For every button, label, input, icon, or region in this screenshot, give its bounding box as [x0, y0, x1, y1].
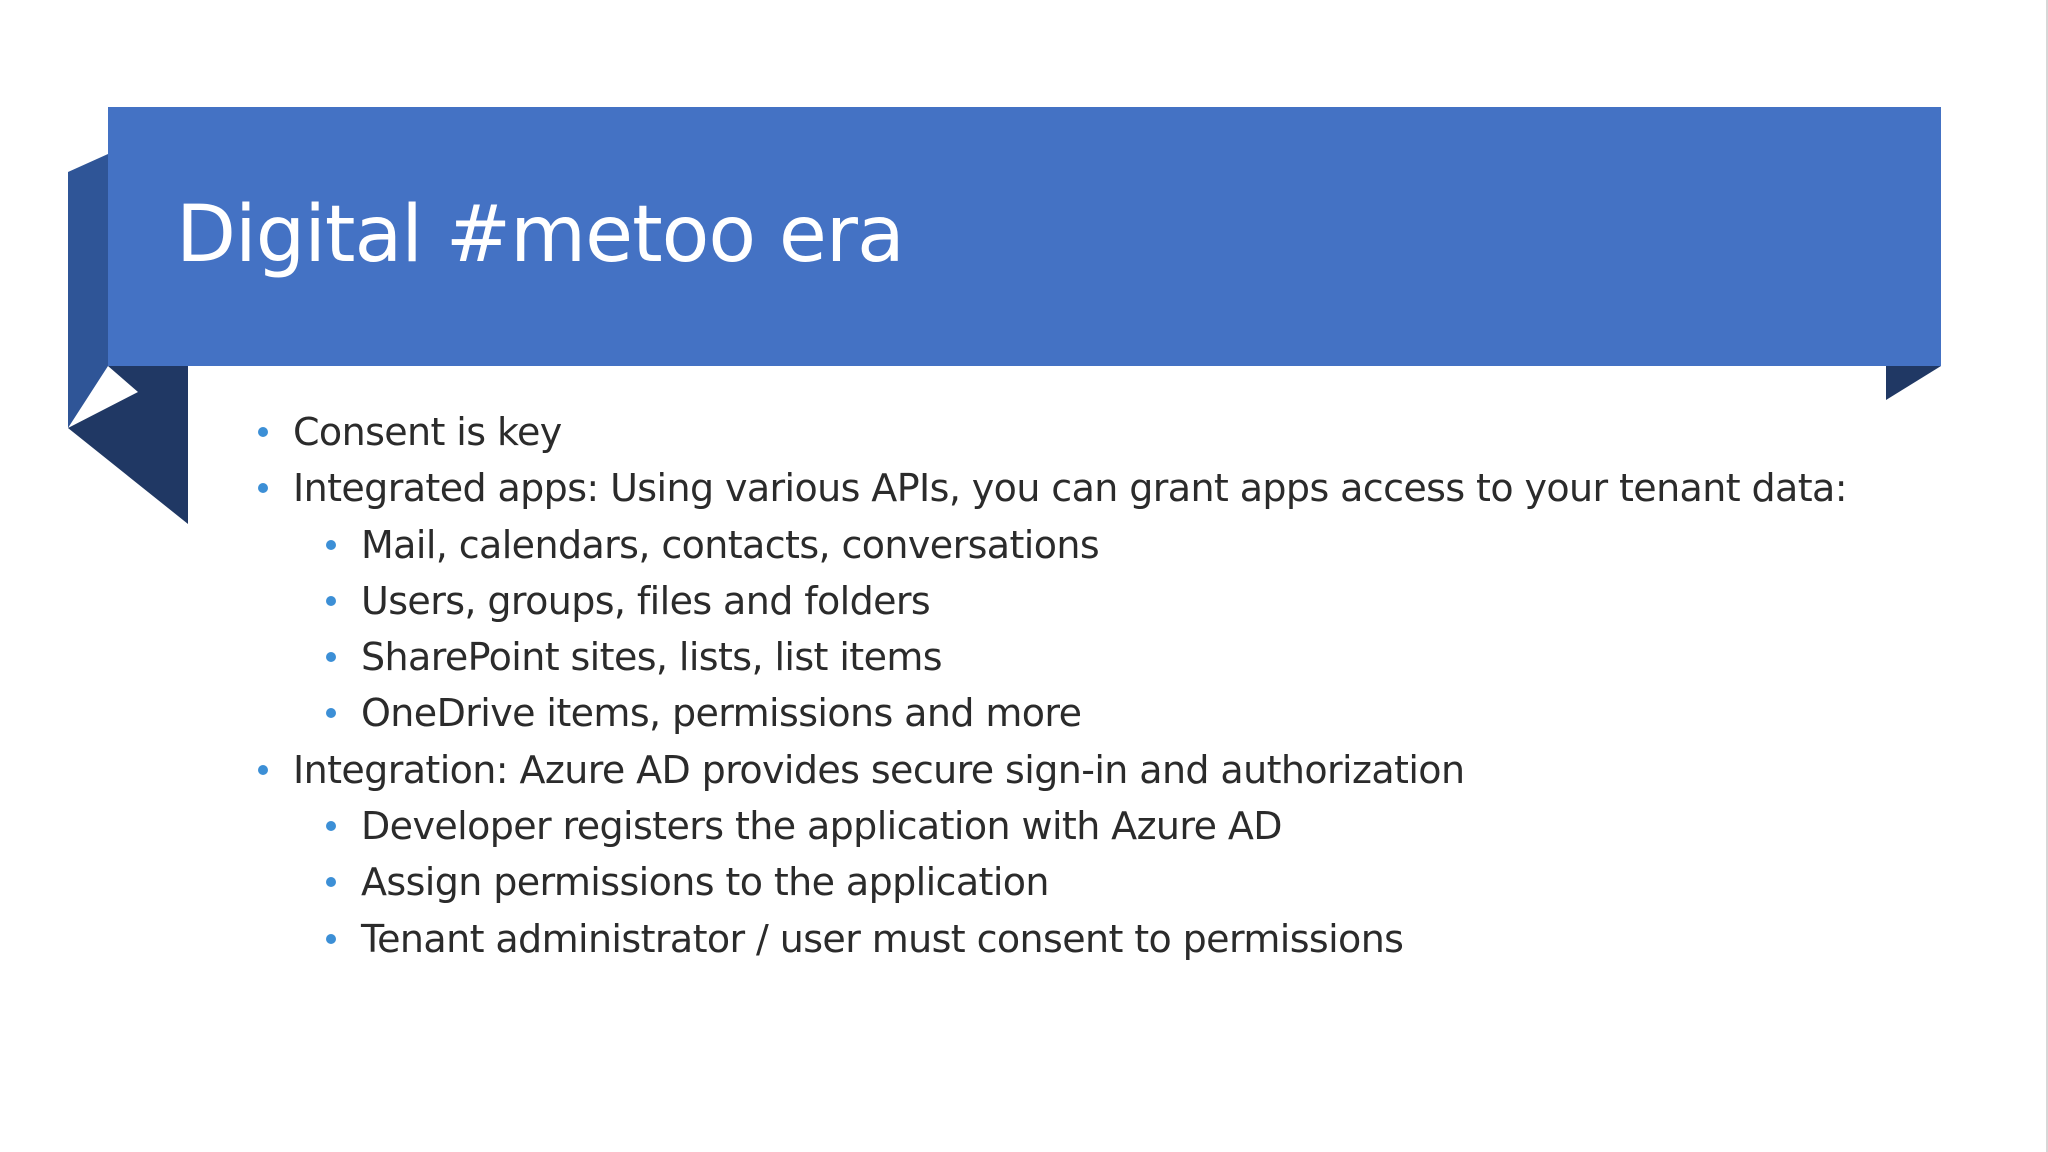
bullet-text: Integration: Azure AD provides secure sign-in and authorization: [293, 747, 1465, 792]
bullet-text: Mail, calendars, contacts, conversations: [361, 522, 1100, 567]
sub-bullet-item: [320, 517, 1847, 573]
bullet-item: [252, 742, 1847, 798]
bullet-item: [252, 404, 1847, 460]
bullet-list: [252, 404, 1847, 967]
bullet-dot-icon: [326, 596, 336, 606]
bullet-dot-icon: [258, 427, 268, 437]
sub-bullet-item: [320, 911, 1847, 967]
bullet-dot-icon: [326, 540, 336, 550]
bullet-dot-icon: [326, 652, 336, 662]
sub-bullet-item: [320, 629, 1847, 685]
bullet-dot-icon: [258, 483, 268, 493]
bullet-text: SharePoint sites, lists, list items: [361, 635, 942, 680]
bullet-text: Consent is key: [293, 410, 562, 454]
sub-bullet-item: [320, 573, 1847, 629]
bullet-dot-icon: [326, 877, 336, 887]
sub-bullet-item: [320, 685, 1847, 741]
bullet-text: Tenant administrator / user must consent to permissions: [361, 916, 1404, 961]
bullet-dot-icon: [258, 765, 268, 775]
sub-bullet-item: [320, 854, 1847, 910]
bullet-text: Integrated apps: Using various APIs, you can grant apps access to your tenant data:: [293, 466, 1847, 511]
bullet-dot-icon: [326, 708, 336, 718]
ribbon-right-fold: [1886, 366, 1941, 400]
bullet-text: Users, groups, files and folders: [361, 578, 931, 623]
bullet-dot-icon: [326, 821, 336, 831]
bullet-text: Assign permissions to the application: [361, 860, 1049, 905]
sub-bullet-item: [320, 798, 1847, 854]
bullet-text: Developer registers the application with Azure AD: [361, 804, 1282, 849]
ribbon-left-fold-light: [68, 154, 108, 428]
bullet-item: [252, 460, 1847, 516]
bullet-dot-icon: [326, 934, 336, 944]
slide-title: Digital #metoo era: [176, 190, 904, 280]
bullet-text: OneDrive items, permissions and more: [361, 691, 1082, 736]
